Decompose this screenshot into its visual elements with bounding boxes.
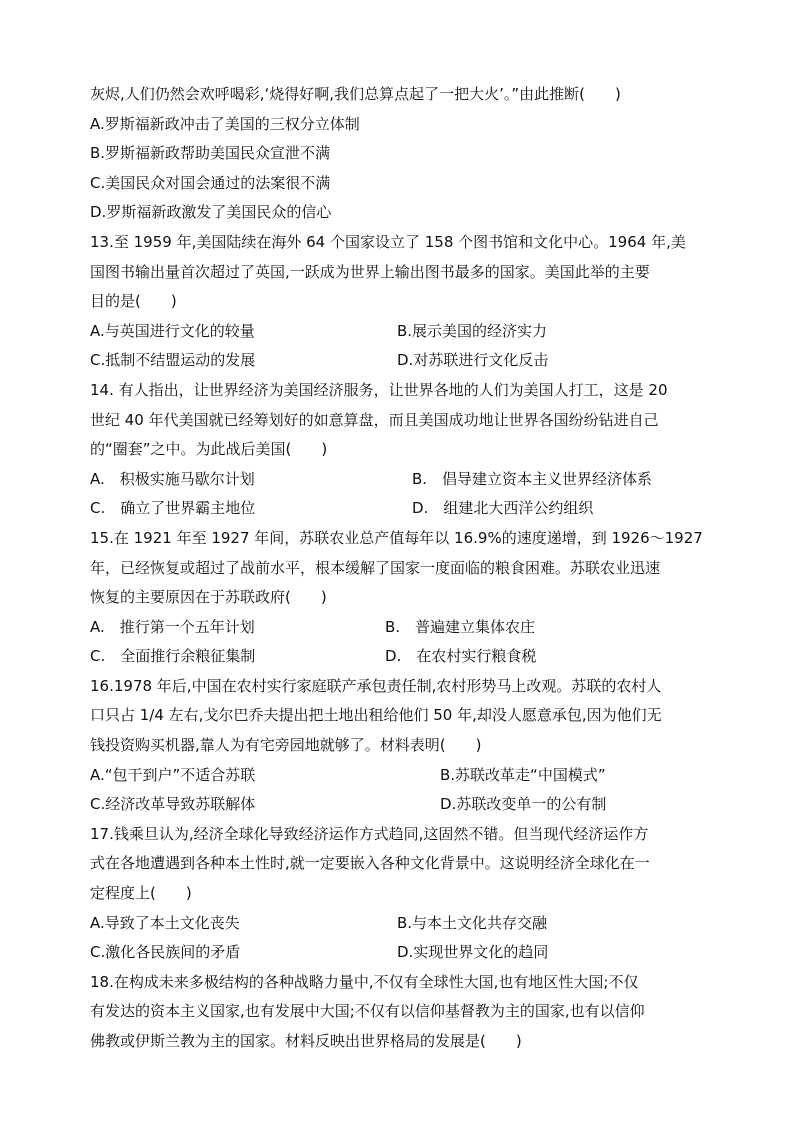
- question-stem-line: 15.在 1921 年至 1927 年间，苏联农业总产值每年以 16.9%的速度递增，到 1926～1927: [90, 528, 703, 547]
- option-row: [90, 465, 706, 495]
- question-stem-line: 佛教或伊斯兰教为主的国家。材料反映出世界格局的发展是( ): [90, 1032, 522, 1050]
- exam-page: [90, 80, 706, 1057]
- option-c: C.经济改革导致苏联解体: [90, 795, 256, 814]
- option-c: C. 全面推行余粮征集制: [90, 647, 256, 666]
- question-stem-line: 口只占 1/4 左右,戈尔巴乔夫提出把土地出租给他们 50 年,却没人愿意承包,因为他们无: [90, 706, 662, 725]
- option-row: [90, 494, 706, 524]
- option-c: C.激化各民族间的矛盾: [90, 943, 241, 962]
- question-stem-line: 年，已经恢复或超过了战前水平，根本缓解了国家一度面临的粮食困难。苏联农业迅速: [90, 558, 661, 577]
- option-a: A. 推行第一个五年计划: [90, 617, 255, 636]
- question-stem-line: 14. 有人指出，让世界经济为美国经济服务，让世界各地的人们为美国人打工，这是 20: [90, 380, 668, 399]
- question-stem-line: 国图书输出量首次超过了英国,一跃成为世界上输出图书最多的国家。美国此举的主要: [90, 262, 650, 281]
- option-c: C. 确立了世界霸主地位: [90, 499, 256, 518]
- question-12-option-b: B.罗斯福新政帮助美国民众宣泄不满: [90, 144, 331, 163]
- question-stem-line: 16.1978 年后,中国在农村实行家庭联产承包责任制,农村形势马上改观。苏联的农村人: [90, 676, 662, 695]
- option-b: B. 倡导建立资本主义世界经济体系: [412, 469, 653, 488]
- question-stem-line: 定程度上( ): [90, 884, 192, 903]
- question-stem-line: 18.在构成未来多极结构的各种战略力量中,不仅有全球性大国,也有地区性大国;不仅: [90, 972, 639, 991]
- question-stem-line: 式在各地遭遇到各种本土性时,就一定要嵌入各种文化背景中。这说明经济全球化在一: [90, 854, 650, 873]
- question-18: [90, 968, 706, 1057]
- option-a: A.导致了本土文化丧失: [90, 913, 240, 932]
- question-stem-line: 17.钱乘旦认为,经济全球化导致经济运作方式趋同,这固然不错。但当现代经济运作方: [90, 824, 649, 843]
- question-12-stem-line: 灰烬,人们仍然会欢呼喝彩,‘烧得好啊,我们总算点起了一把大火’。”由此推断( ): [90, 85, 621, 103]
- option-b: B.苏联改革走“中国模式”: [440, 765, 606, 784]
- option-row: [90, 909, 706, 939]
- option-b: B.与本土文化共存交融: [397, 913, 548, 932]
- question-14: [90, 376, 706, 524]
- option-b: B. 普遍建立集体农庄: [385, 617, 536, 636]
- option-d: D. 组建北大西洋公约组织: [412, 499, 594, 518]
- question-12-option-a: A.罗斯福新政冲击了美国的三权分立体制: [90, 114, 360, 133]
- question-13: [90, 228, 706, 376]
- option-d: D.实现世界文化的趋同: [397, 943, 549, 962]
- option-c: C.抵制不结盟运动的发展: [90, 351, 256, 370]
- question-17: [90, 820, 706, 968]
- option-row: [90, 613, 706, 643]
- question-stem-line: 目的是( ): [90, 292, 177, 311]
- question-stem-line: 有发达的资本主义国家,也有发展中大国;不仅有以信仰基督教为主的国家,也有以信仰: [90, 1002, 645, 1021]
- question-16: [90, 672, 706, 820]
- option-d: D.苏联改变单一的公有制: [440, 795, 607, 814]
- option-a: A.与英国进行文化的较量: [90, 321, 255, 340]
- question-15: [90, 524, 706, 672]
- option-a: A.“包干到户”不适合苏联: [90, 765, 256, 784]
- option-d: D. 在农村实行粮食税: [385, 647, 537, 666]
- question-stem-line: 钱投资购买机器,靠人为有宅旁园地就够了。材料表明( ): [90, 736, 482, 755]
- option-d: D.对苏联进行文化反击: [397, 351, 549, 370]
- option-row: [90, 790, 706, 820]
- question-stem-line: 恢复的主要原因在于苏联政府( ): [90, 588, 327, 607]
- option-row: [90, 317, 706, 347]
- option-a: A. 积极实施马歇尔计划: [90, 469, 255, 488]
- option-row: [90, 346, 706, 376]
- option-row: [90, 761, 706, 791]
- question-12-option-d: D.罗斯福新政激发了美国民众的信心: [90, 203, 332, 222]
- question-stem-line: 的“圈套”之中。为此战后美国( ): [90, 440, 328, 459]
- option-row: [90, 642, 706, 672]
- option-row: [90, 938, 706, 968]
- question-stem-line: 世纪 40 年代美国就已经筹划好的如意算盘，而且美国成功地让世界各国纷纷钻进自己: [90, 410, 659, 429]
- question-stem-line: 13.至 1959 年,美国陆续在海外 64 个国家设立了 158 个图书馆和文化中心。1964 年,美: [90, 232, 686, 251]
- option-b: B.展示美国的经济实力: [397, 321, 548, 340]
- question-12-option-c: C.美国民众对国会通过的法案很不满: [90, 173, 331, 192]
